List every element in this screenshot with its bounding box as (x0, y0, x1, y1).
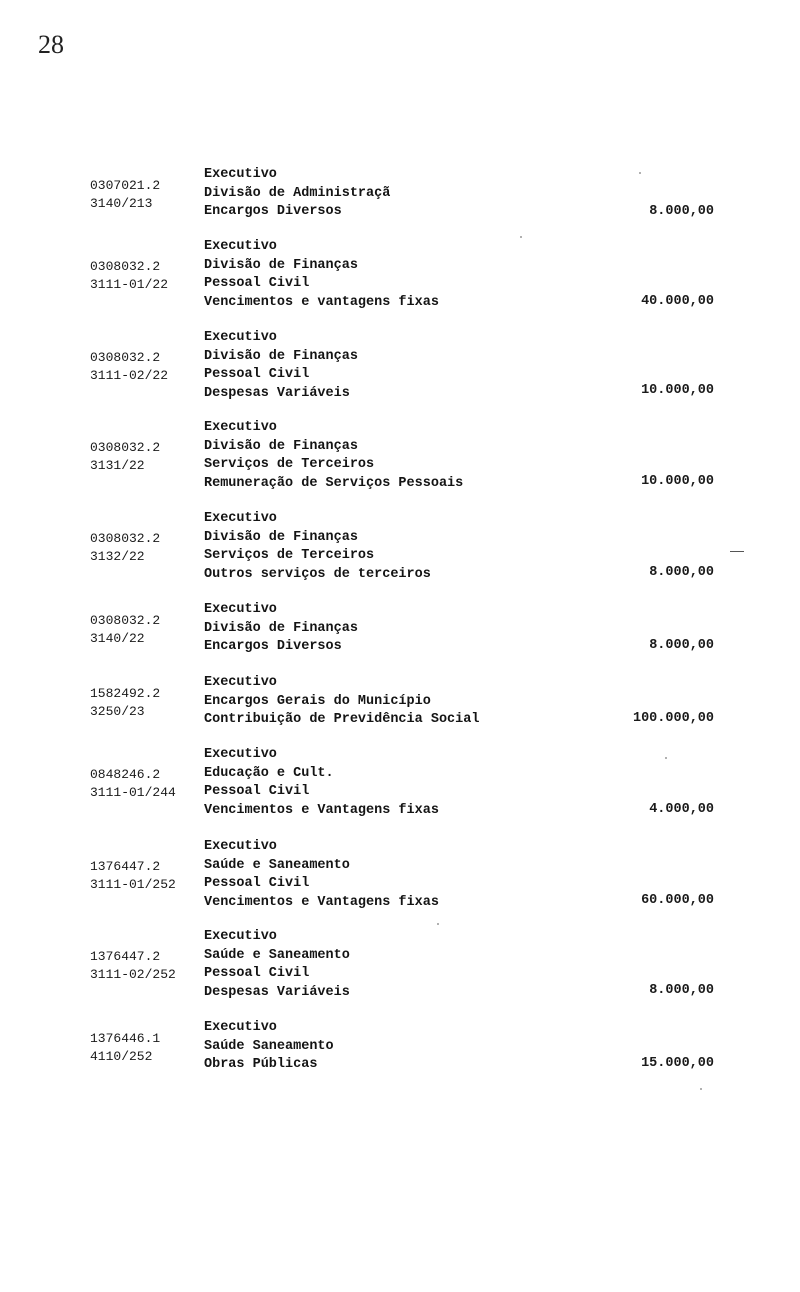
entry-line: Contribuição de Previdência Social (204, 712, 480, 727)
entry-code (90, 177, 205, 213)
entry-code (90, 685, 205, 721)
entry-amount: 8.000,00 (649, 565, 714, 580)
entry-line: Outros serviços de terceiros (204, 566, 431, 582)
entry-code (90, 766, 205, 802)
entry-line: Executivo (204, 747, 277, 762)
entry-amount: 4.000,00 (649, 802, 714, 817)
entry-line: Executivo (204, 167, 277, 182)
entry-line: Executivo (204, 839, 277, 854)
margin-mark (730, 551, 744, 552)
entry-line: Remuneração de Serviços Pessoais (204, 475, 464, 491)
entry-code-primary: 1376446.1 (90, 1031, 161, 1046)
entry-line: Vencimentos e vantagens fixas (204, 294, 439, 310)
entry-line: Executivo (204, 602, 277, 617)
entry-line: Pessoal Civil (204, 966, 310, 981)
entry-code-secondary: 3140/213 (90, 196, 153, 211)
scan-speck (700, 1088, 702, 1090)
entry-line: Educação e Cult. (204, 765, 334, 781)
entry-line: Encargos Diversos (204, 204, 342, 219)
entry-amount: 10.000,00 (641, 474, 714, 489)
entry-line: Encargos Diversos (204, 639, 342, 654)
entry-code-primary: 0308032.2 (90, 440, 161, 455)
entry-code-secondary: 3111-02/22 (90, 368, 169, 383)
entry-line: Serviços de Terceiros (204, 457, 375, 472)
entry-line: Saúde e Saneamento (204, 947, 350, 963)
entry-code-primary: 0308032.2 (90, 613, 161, 628)
entry-code-secondary: 3111-01/22 (90, 277, 169, 292)
entry-line: Vencimentos e Vantagens fixas (204, 894, 439, 910)
entry-code-secondary: 3111-02/252 (90, 967, 176, 982)
entry-amount: 8.000,00 (649, 638, 714, 653)
entry-line: Pessoal Civil (204, 367, 310, 382)
entry-line: Executivo (204, 929, 277, 944)
entry-code (90, 612, 205, 648)
scan-speck (639, 172, 641, 174)
entry-code (90, 858, 205, 894)
entry-code-primary: 1582492.2 (90, 686, 161, 701)
scan-speck (665, 757, 667, 759)
entry-line: Divisão de Finanças (204, 529, 358, 545)
entry-line: Obras Públicas (204, 1057, 318, 1072)
entry-line: Despesas Variáveis (204, 385, 350, 401)
entry-line: Pessoal Civil (204, 784, 310, 799)
entry-amount: 8.000,00 (649, 204, 714, 219)
entry-code-primary: 0308032.2 (90, 259, 161, 274)
entry-amount: 15.000,00 (641, 1056, 714, 1071)
entry-code-primary: 0308032.2 (90, 350, 161, 365)
entry-code-secondary: 3111-01/252 (90, 877, 176, 892)
entry-line: Executivo (204, 675, 277, 690)
entry-line: Divisão de Finanças (204, 438, 358, 454)
entry-line: Pessoal Civil (204, 876, 310, 891)
entry-code-primary: 0848246.2 (90, 767, 161, 782)
entry-code (90, 439, 205, 475)
entry-amount: 100.000,00 (632, 711, 714, 726)
entry-line: Saúde e Saneamento (204, 857, 350, 873)
entry-code-secondary: 4110/252 (90, 1049, 153, 1064)
entry-line: Divisão de Finanças (204, 257, 358, 273)
entry-line: Executivo (204, 239, 277, 254)
entry-code-secondary: 3140/22 (90, 631, 145, 646)
entry-amount: 40.000,00 (641, 294, 714, 309)
entry-line: Executivo (204, 330, 277, 345)
entry-code (90, 258, 205, 294)
scan-speck (437, 923, 439, 925)
entry-code (90, 349, 205, 385)
entry-code-primary: 0308032.2 (90, 531, 161, 546)
scan-speck (520, 236, 522, 238)
entry-code-primary: 1376447.2 (90, 949, 161, 964)
entry-code-secondary: 3132/22 (90, 549, 145, 564)
entry-line: Divisão de Administraçã (204, 185, 391, 201)
entry-amount: 8.000,00 (649, 983, 714, 998)
entry-line: Executivo (204, 511, 277, 526)
entry-code (90, 530, 205, 566)
entry-line: Pessoal Civil (204, 276, 310, 291)
entry-code-secondary: 3250/23 (90, 704, 145, 719)
entry-line: Saúde Saneamento (204, 1038, 334, 1054)
entry-line: Serviços de Terceiros (204, 548, 375, 563)
entry-code-secondary: 3131/22 (90, 458, 145, 473)
entry-line: Vencimentos e Vantagens fixas (204, 802, 439, 818)
page-number: 28 (38, 30, 64, 59)
entry-code-primary: 0307021.2 (90, 178, 161, 193)
entry-amount: 60.000,00 (641, 893, 714, 908)
entry-line: Divisão de Finanças (204, 348, 358, 364)
entry-code-primary: 1376447.2 (90, 859, 161, 874)
entry-code (90, 1030, 205, 1066)
entry-line: Divisão de Finanças (204, 620, 358, 636)
entry-code-secondary: 3111-01/244 (90, 785, 176, 800)
entry-line: Encargos Gerais do Município (204, 693, 431, 709)
entry-code (90, 948, 205, 984)
entry-line: Executivo (204, 1020, 277, 1035)
entry-line: Executivo (204, 420, 277, 435)
entry-amount: 10.000,00 (641, 383, 714, 398)
entry-line: Despesas Variáveis (204, 984, 350, 1000)
